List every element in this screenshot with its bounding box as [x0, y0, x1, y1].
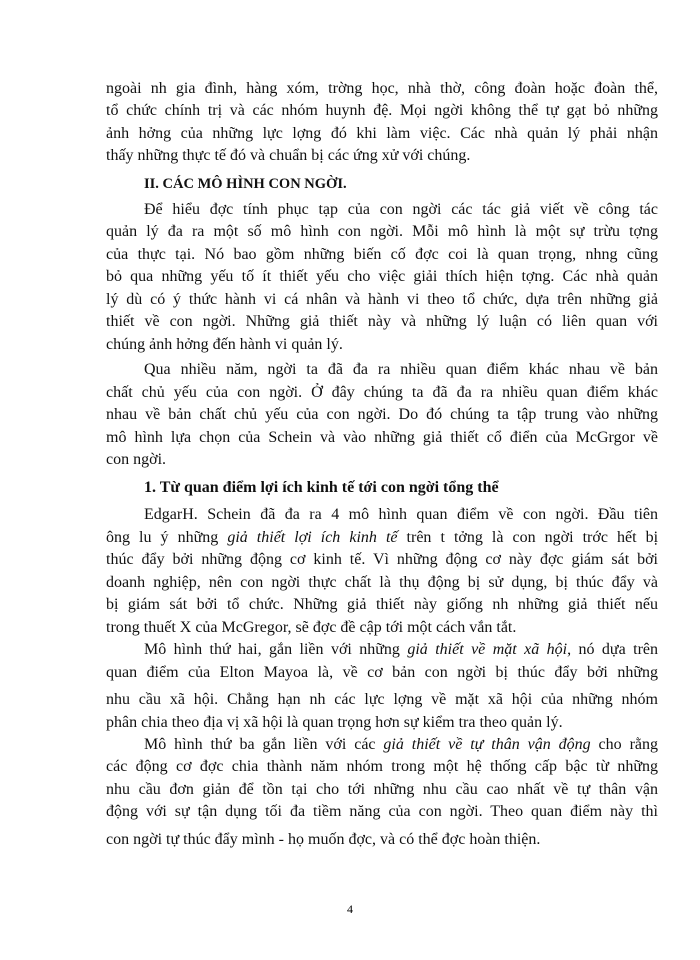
- text-line: chất chủ yếu của con ngời. Ở đây chúng ta đã đa ra nhiều quan điểm khác: [106, 383, 658, 401]
- text-line: EdgarH. Schein đã đa ra 4 mô hình quan điểm về con ngời. Đầu tiên: [144, 506, 658, 524]
- text-line: động với sự tận dụng tối đa tiềm năng của con ngời. Theo quan điểm này thì: [106, 803, 658, 821]
- text-line: con ngời tự thúc đẩy mình - họ muốn đợc, và có thể đợc hoàn thiện.: [106, 831, 541, 848]
- text-line: thiết về con ngời. Những giả thiết này và những lý luận có liên quan với: [106, 313, 658, 331]
- section-heading: II. CÁC MÔ HÌNH CON NGỜI.: [144, 175, 347, 192]
- text-line: ngoài nh gia đình, hàng xóm, trờng học, nhà thờ, công đoàn hoặc đoàn thể,: [106, 80, 658, 97]
- text-line: doanh nghiệp, nên con ngời thực chất là thụ động bị sử dụng, bị thúc đẩy và: [106, 573, 658, 591]
- text-line: nhu cầu xã hội. Chẳng hạn nh các lực lợng về mặt xã hội của những nhóm: [106, 691, 658, 709]
- text-line: quan điểm của Elton Mayoa là, về cơ bản con ngời bị thúc đẩy bởi những: [106, 663, 658, 681]
- text-line: bị giám sát bởi tổ chức. Những giả thiết này giống nh những giả thiết nếu: [106, 596, 658, 614]
- text-line: thấy những thực tế đó và chuẩn bị các ứng xử với chúng.: [106, 147, 471, 165]
- text-line: con ngời.: [106, 451, 167, 469]
- page-number: 4: [347, 902, 353, 916]
- italic-term: giả thiết lợi ích kinh tế: [227, 528, 398, 546]
- text-line: bỏ qua những yếu tố ít thiết yếu cho việc giải thích hiện tợng. Các nhà quản: [106, 268, 658, 286]
- text-line: của thực tại. Nó bao gồm những biến cố đợc coi là quan trọng, nhng cũng: [106, 245, 658, 263]
- italic-term: giả thiết về mặt xã hội: [407, 641, 568, 659]
- text-line: thúc đẩy bởi những động cơ kinh tế. Vì những động cơ này đợc giám sát bởi: [106, 551, 658, 569]
- text-line: phân chia theo địa vị xã hội là quan trọng hơn sự kiểm tra theo quản lý.: [106, 713, 563, 731]
- text-line: ông lu ý những giả thiết lợi ích kinh tế trên t tởng là con ngời trớc hết bị: [106, 528, 659, 546]
- text-line: chúng ảnh hởng đến hành vi quản lý.: [106, 335, 343, 353]
- text-line: các động cơ đợc chia thành năm nhóm trong một hệ thống cấp bậc từ những: [106, 758, 658, 776]
- subsection-heading: 1. Từ quan điểm lợi ích kinh tế tới con ngời tổng thể: [144, 478, 499, 496]
- text-line: Để hiểu đợc tính phục tạp của con ngời các tác giả viết về công tác: [144, 200, 658, 218]
- text-line: tổ chức chính trị và các nhóm huynh đệ. Mọi ngời không thể tự gạt bỏ những: [106, 102, 658, 120]
- text-line: lý dù có ý thức hành vi cá nhân và hành vi theo tổ chức, dựa trên những giả: [106, 290, 658, 308]
- text-line: trong thuết X của McGregor, sẽ đợc đề cập tới một cách vắn tắt.: [106, 618, 517, 636]
- text-line: Mô hình thứ hai, gắn liền với những giả thiết về mặt xã hội, nó dựa trên: [144, 641, 658, 659]
- text-line: quản lý đa ra một số mô hình con ngời. Mỗi mô hình là một sự trừu tợng: [106, 223, 658, 241]
- text-line: Mô hình thứ ba gắn liền với các giả thiết về tự thân vận động cho rằng: [144, 736, 658, 754]
- text-line: nhu cầu đơn giản để tồn tại cho tới những nhu cầu cao nhất về tự thân vận: [106, 780, 658, 798]
- text-line: nhau về bản chất chủ yếu của con ngời. Do đó chúng ta tập trung vào những: [106, 406, 658, 424]
- text-line: mô hình lựa chọn của Schein và vào những giả thiết cổ điển của McGrgor về: [106, 428, 658, 446]
- text-line: Qua nhiều năm, ngời ta đã đa ra nhiều quan điểm khác nhau về bản: [144, 361, 658, 379]
- italic-term: giả thiết về tự thân vận động: [383, 736, 591, 754]
- text-line: ảnh hởng của những lực lợng đó khi làm việc. Các nhà quản lý phải nhận: [106, 124, 658, 142]
